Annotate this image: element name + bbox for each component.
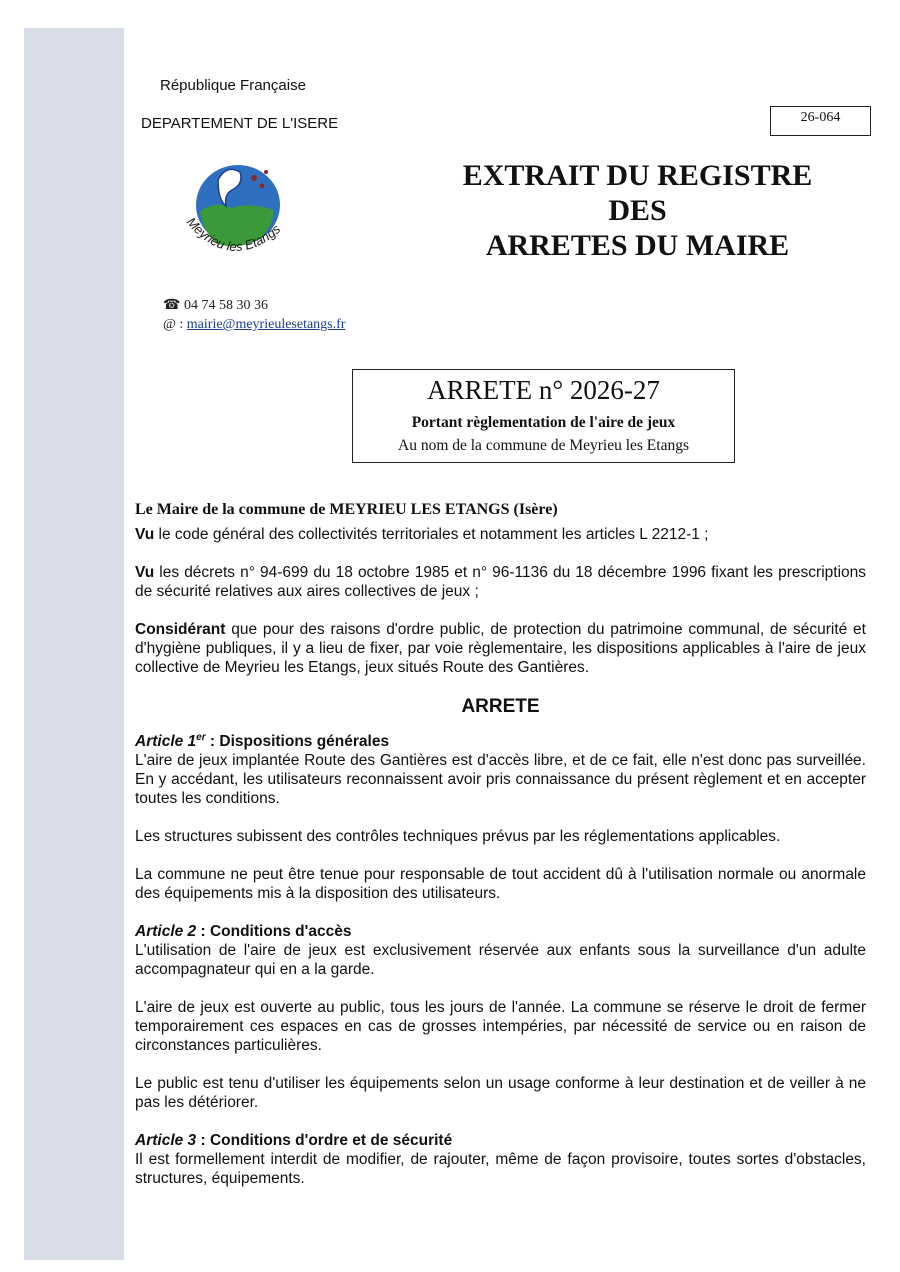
considerant-lead: Considérant (135, 621, 226, 638)
vu-paragraph-1 (135, 525, 866, 544)
phone-line (163, 296, 345, 315)
document-body (135, 500, 866, 1188)
reference-number: 26-064 (770, 106, 871, 136)
title-line-3: ARRETES DU MAIRE (485, 229, 790, 262)
article-1-paragraph-1: L'aire de jeux implantée Route des Gantières est d'accès libre, et de ce fait, elle n'est donc pas surveillée. En y accédant, les utilisateurs reconnaissent avoir pris connaissance du présent règlement et en accepter toutes les conditions. (135, 752, 866, 807)
maire-heading: Le Maire de la commune de MEYRIEU LES ETANGS (Isère) (135, 501, 558, 518)
article-1-paragraph-3: La commune ne peut être tenue pour responsable de tout accident dû à l'utilisation normale ou anormale des équipements mis à la disposition des utilisateurs. (135, 866, 866, 902)
article-1-paragraph-2: Les structures subissent des contrôles techniques prévus par les réglementations applicables. (135, 828, 781, 845)
article-2-heading: : Conditions d'accès (196, 923, 352, 940)
title-line-1: EXTRAIT DU REGISTRE (462, 159, 813, 192)
article-1-title (135, 732, 866, 751)
article-2-label: Article 2 (135, 923, 197, 940)
article-2-paragraph-1: L'utilisation de l'aire de jeux est exclusivement réservée aux enfants sous la surveillance d'un adulte accompagnateur qui en a la garde. (135, 942, 866, 978)
department-label: DEPARTEMENT DE L'ISERE (141, 115, 339, 132)
scan-side-band (24, 28, 124, 1260)
vu-2-text: les décrets n° 94-699 du 18 octobre 1985 et n° 96-1136 du 18 décembre 1996 fixant les prescriptions de sécurité relatives aux aires collectives de jeux ; (135, 564, 866, 600)
article-3-heading: : Conditions d'ordre et de sécurité (196, 1132, 453, 1149)
article-2-title (135, 922, 866, 941)
document-title (425, 158, 850, 263)
article-1-heading: : Dispositions générales (205, 733, 390, 750)
phone-icon: ☎ (163, 298, 181, 313)
vu-1-text: le code général des collectivités territoriales et notamment les articles L 2212-1 ; (154, 526, 709, 543)
phone-number: 04 74 58 30 36 (183, 298, 268, 313)
considerant-text: que pour des raisons d'ordre public, de protection du patrimoine communal, de sécurité et d'hygiène publiques, il y a lieu de fixer, par voie règlementaire, les dispositions applicables à l'aire de jeux collective de Meyrieu les Etangs, jeux situés Route des Gantières. (135, 621, 866, 676)
arrete-on-behalf: Au nom de la commune de Meyrieu les Etangs (398, 437, 689, 454)
vu-1-lead: Vu (135, 526, 155, 543)
article-2-paragraph-2: L'aire de jeux est ouverte au public, tous les jours de l'année. La commune se réserve le droit de fermer temporairement ces espaces en cas de grosses intempéries, par nécessité de service ou en raison de circonstances particulières. (135, 999, 866, 1054)
article-1-sup: er (196, 731, 206, 743)
arrete-number: ARRETE n° 2026-27 (427, 375, 660, 405)
article-1-label: Article 1 (135, 733, 197, 750)
email-line (163, 315, 345, 334)
email-link[interactable]: mairie@meyrieulesetangs.fr (186, 317, 346, 332)
arrete-box (352, 369, 735, 463)
considerant-paragraph (135, 620, 866, 677)
title-line-2: DES (608, 194, 667, 227)
email-prefix: @ : (163, 317, 187, 332)
contact-block (163, 296, 345, 334)
arrete-subject: Portant règlementation de l'aire de jeux (411, 414, 676, 431)
arrete-heading: ARRETE (461, 696, 540, 717)
vu-2-lead: Vu (135, 564, 155, 581)
article-3-label: Article 3 (135, 1132, 197, 1149)
article-3-title (135, 1131, 866, 1150)
article-3-paragraph-1: Il est formellement interdit de modifier, de rajouter, même de façon provisoire, toutes sortes d'obstacles, structures, équipements. (135, 1151, 866, 1187)
svg-text:Meyrieu les Etangs: Meyrieu les Etangs (183, 214, 284, 255)
commune-logo-icon (174, 160, 296, 276)
article-2-paragraph-3: Le public est tenu d'utiliser les équipements selon un usage conforme à leur destination et de veiller à ne pas les détériorer. (135, 1075, 866, 1111)
vu-paragraph-2 (135, 563, 866, 601)
republic-label: République Française (160, 77, 306, 94)
